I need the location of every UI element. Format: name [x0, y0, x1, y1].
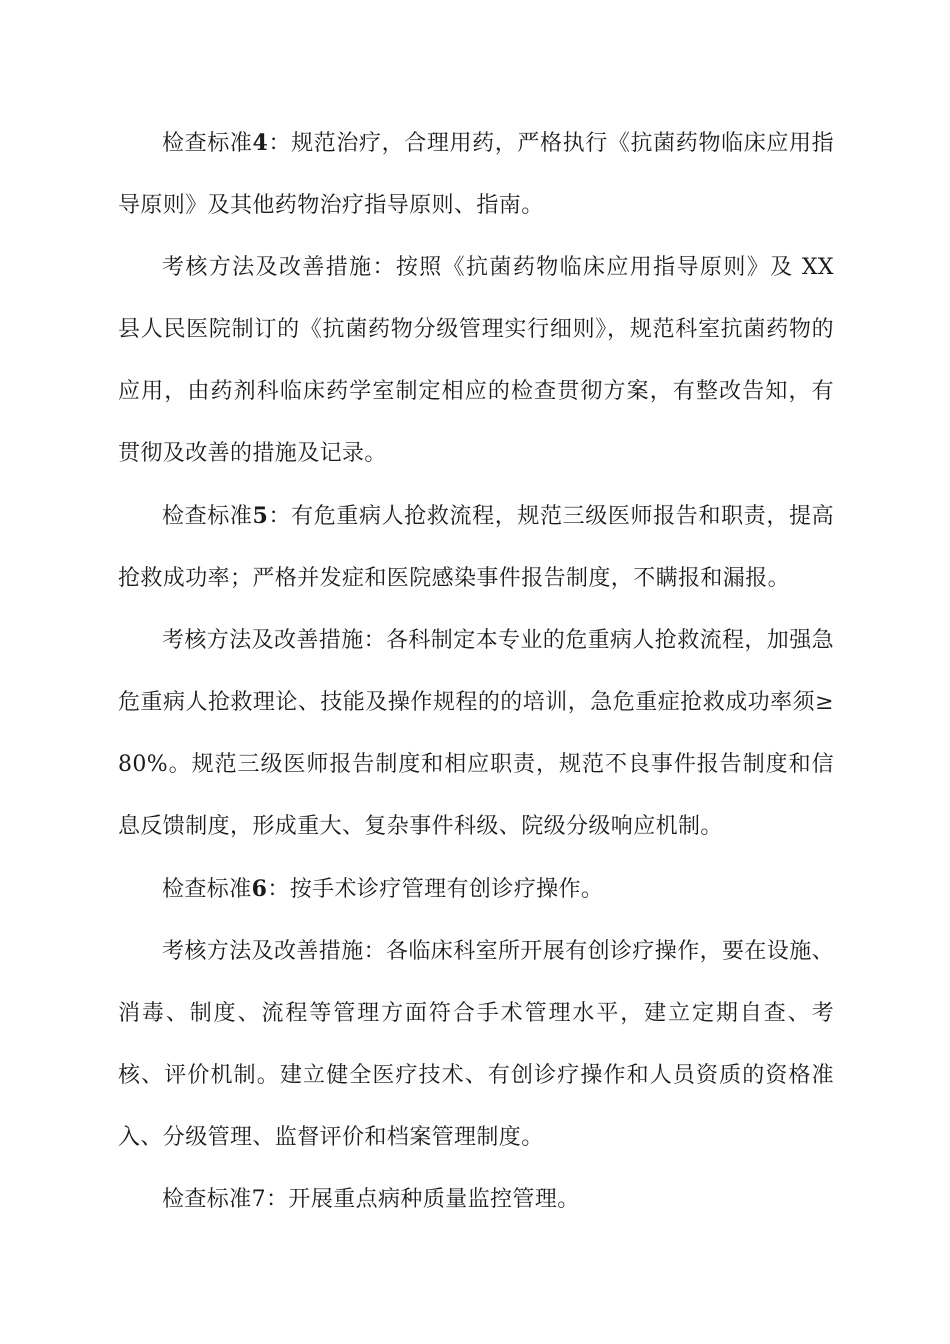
standard-number: 5: [252, 503, 269, 529]
standard-number: 4: [252, 130, 269, 156]
paragraph-method-5: [118, 610, 834, 858]
standard-label: 检查标准: [162, 877, 252, 902]
standard-number: 6: [251, 876, 268, 902]
paragraph-text: ：开展重点病种质量监控管理。: [266, 1187, 580, 1212]
paragraph-standard-6: [118, 858, 834, 921]
paragraph-standard-5: [118, 485, 834, 610]
paragraph-method-4: [118, 237, 834, 485]
standard-number: 7: [251, 1187, 267, 1212]
paragraph-text: ：规范治疗，合理用药，严格执行《抗菌药物临床应用指导原则》及其他药物治疗指导原则、指南。: [118, 131, 834, 218]
standard-label: 检查标准: [162, 504, 253, 529]
paragraph-standard-4: [118, 112, 834, 237]
paragraph-standard-7: [118, 1169, 834, 1231]
standard-label: 检查标准: [162, 1187, 252, 1212]
standard-label: 检查标准: [162, 131, 253, 156]
paragraph-text: 考核方法及改善措施：各科制定本专业的危重病人抢救流程，加强急危重病人抢救理论、技能及操作规程的的培训，急危重症抢救成功率须≥80%。规范三级医师报告制度和相应职责，规范不良事件报告制度和信息反馈制度，形成重大、复杂事件科级、院级分级响应机制。: [118, 628, 835, 839]
paragraph-text: 考核方法及改善措施：各临床科室所开展有创诊疗操作，要在设施、消毒、制度、流程等管理方面符合手术管理水平，建立定期自查、考核、评价机制。建立健全医疗技术、有创诊疗操作和人员资质的资格准入、分级管理、监督评价和档案管理制度。: [118, 939, 835, 1150]
paragraph-text: 考核方法及改善措施：按照《抗菌药物临床应用指导原则》及 XX 县人民医院制订的《抗菌药物分级管理实行细则》，规范科室抗菌药物的应用，由药剂科临床药学室制定相应的检查贯彻方案，有整改告知，有贯彻及改善的措施及记录。: [118, 255, 834, 466]
paragraph-method-6: [118, 921, 834, 1169]
paragraph-text: ：按手术诊疗管理有创诊疗操作。: [267, 877, 604, 902]
paragraph-text: ：有危重病人抢救流程，规范三级医师报告和职责，提高抢救成功率；严格并发症和医院感染事件报告制度，不瞒报和漏报。: [118, 504, 834, 591]
document-body: [118, 112, 834, 1231]
